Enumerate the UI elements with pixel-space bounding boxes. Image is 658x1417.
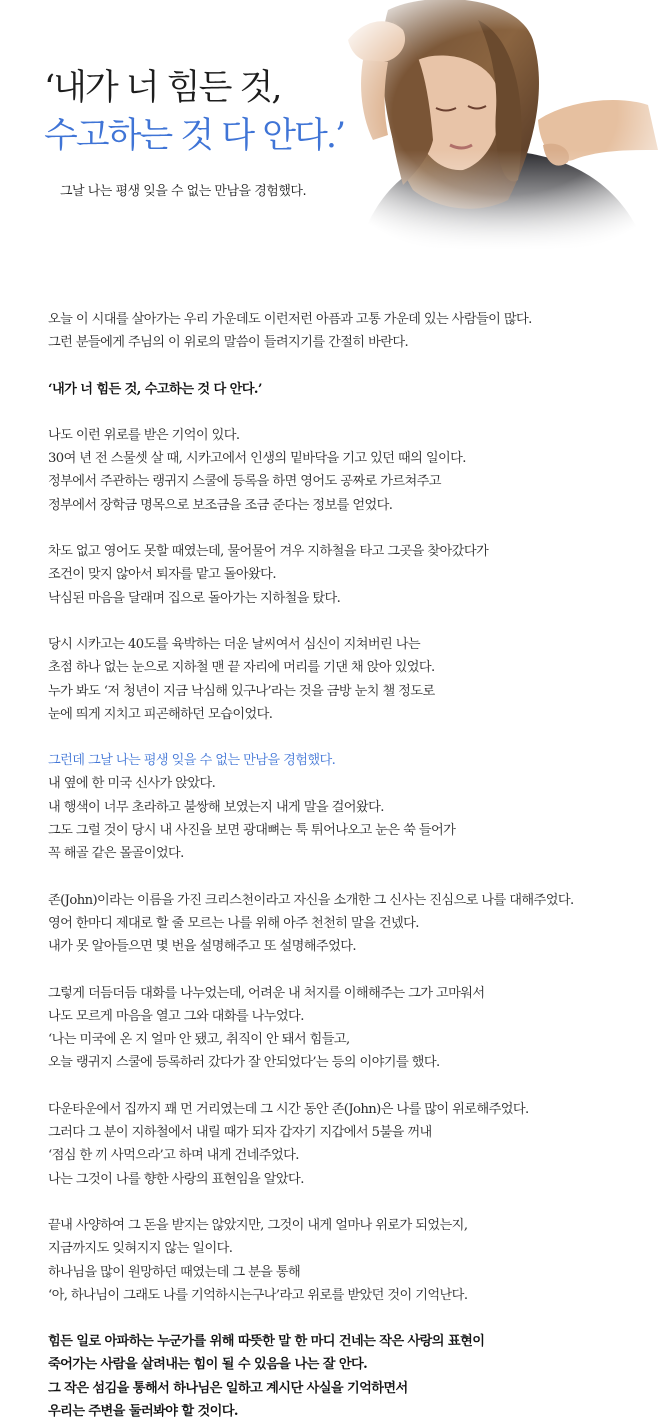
paragraph-line: 초점 하나 없는 눈으로 지하철 맨 끝 자리에 머리를 기댄 채 앉아 있었다. [48, 660, 435, 676]
paragraph-line: 정부에서 장학금 명목으로 보조금을 조금 준다는 정보를 얻었다. [48, 497, 393, 513]
paragraph [48, 540, 653, 610]
paragraph [48, 749, 653, 865]
paragraph-line: 오늘 이 시대를 살아가는 우리 가운데도 이런저런 아픔과 고통 가운데 있는 사람들이 많다. [48, 312, 532, 327]
paragraph-line: 그 작은 섬김을 통해서 하나님은 일하고 계시단 사실을 기억하면서 [48, 1380, 408, 1396]
paragraph-line: 우리는 주변을 둘러봐야 할 것이다. [48, 1403, 238, 1417]
paragraph-line: 꼭 해골 같은 몰골이었다. [48, 846, 184, 862]
paragraph-line: ‘나는 미국에 온 지 얼마 안 됐고, 취직이 안 돼서 힘들고, [48, 1032, 350, 1048]
paragraph-line: 다운타운에서 집까지 꽤 먼 거리였는데 그 시간 동안 존(John)은 나를 많이 위로해주었다. [48, 1101, 529, 1117]
paragraph-line: 나도 이런 위로를 받은 기억이 있다. [48, 427, 240, 443]
paragraph-line: 누가 봐도 ‘저 청년이 지금 낙심해 있구나’라는 것을 금방 눈치 챌 정도로 [48, 683, 435, 699]
paragraph-line: 눈에 띄게 지치고 피곤해하던 모습이었다. [48, 706, 273, 722]
hero-title-line-1: ‘내가 너 힘든 것, [44, 68, 281, 108]
paragraph-line: 그러다 그 분이 지하철에서 내릴 때가 되자 갑자기 지갑에서 5불을 꺼내 [48, 1125, 432, 1141]
paragraph-line: 내 행색이 너무 초라하고 불쌍해 보였는지 내게 말을 걸어왔다. [48, 799, 384, 815]
paragraph-line: 차도 없고 영어도 못할 때였는데, 물어물어 겨우 지하철을 타고 그곳을 찾아갔다가 [48, 544, 489, 560]
woman-photo-illustration [318, 0, 658, 250]
paragraph-line: 그런데 그날 나는 평생 잊을 수 없는 만남을 경험했다. [48, 753, 336, 769]
paragraph-line: 조건이 맞지 않아서 퇴자를 맡고 돌아왔다. [48, 567, 276, 583]
paragraph-line: 죽어가는 사람을 살려내는 힘이 될 수 있음을 나는 잘 안다. [48, 1357, 368, 1373]
hero-banner [0, 0, 658, 300]
hero-subtitle: 그날 나는 평생 잊을 수 없는 만남을 경험했다. [60, 184, 307, 199]
paragraph-line: 끝내 사양하여 그 돈을 받지는 않았지만, 그것이 내게 얼마나 위로가 되었는지, [48, 1217, 468, 1233]
paragraph [48, 1098, 653, 1191]
paragraph-line: 그도 그럴 것이 당시 내 사진을 보면 광대뼈는 툭 튀어나오고 눈은 쑥 들어가 [48, 823, 456, 839]
paragraph [48, 889, 653, 959]
paragraph-line: 그런 분들에게 주님의 이 위로의 말씀이 들려지기를 간절히 바란다. [48, 335, 409, 351]
paragraph-line: 내 옆에 한 미국 신사가 앉았다. [48, 776, 216, 792]
paragraph-line: 영어 한마디 제대로 할 줄 모르는 나를 위해 아주 천천히 말을 건넸다. [48, 915, 419, 931]
paragraph-line: 30여 년 전 스물셋 살 때, 시카고에서 인생의 밑바닥을 기고 있던 때의 일이다. [48, 451, 466, 467]
paragraph-line: 당시 시카고는 40도를 육박하는 더운 날씨여서 심신이 지쳐버린 나는 [48, 636, 421, 652]
paragraph-line: 나는 그것이 나를 향한 사랑의 표현임을 알았다. [48, 1171, 304, 1187]
paragraph-line: 나도 모르게 마음을 열고 그와 대화를 나누었다. [48, 1008, 304, 1024]
paragraph [48, 424, 653, 517]
paragraph [48, 1214, 653, 1307]
paragraph-line: 낙심된 마음을 달래며 집으로 돌아가는 지하철을 탔다. [48, 590, 341, 606]
paragraph-line: 힘든 일로 아파하는 누군가를 위해 따뜻한 말 한 마디 건네는 작은 사랑의 표현이 [48, 1334, 485, 1350]
paragraph [48, 378, 653, 401]
paragraph [48, 1330, 653, 1417]
paragraph-line: 내가 못 알아들으면 몇 번을 설명해주고 또 설명해주었다. [48, 939, 356, 955]
paragraph-line: ‘점심 한 끼 사먹으라’고 하며 내게 건네주었다. [48, 1148, 299, 1164]
paragraph-line: 존(John)이라는 이름을 가진 크리스천이라고 자신을 소개한 그 신사는 진심으로 나를 대해주었다. [48, 892, 574, 908]
paragraph [48, 633, 653, 726]
paragraph-line: 하나님을 많이 원망하던 때였는데 그 분을 통해 [48, 1264, 301, 1280]
paragraph-line: ‘내가 너 힘든 것, 수고하는 것 다 안다.’ [48, 381, 262, 397]
paragraph-line: 그렇게 더듬더듬 대화를 나누었는데, 어려운 내 처지를 이해해주는 그가 고마워서 [48, 985, 485, 1001]
paragraph-line: ‘아, 하나님이 그래도 나를 기억하시는구나’라고 위로를 받았던 것이 기억난다. [48, 1287, 468, 1303]
paragraph [48, 308, 653, 355]
paragraph-line: 정부에서 주관하는 랭귀지 스쿨에 등록을 하면 영어도 공짜로 가르쳐주고 [48, 474, 441, 490]
paragraph-line: 오늘 랭귀지 스쿨에 등록하러 갔다가 잘 안되었다’는 등의 이야기를 했다. [48, 1055, 440, 1071]
paragraph-line: 지금까지도 잊혀지지 않는 일이다. [48, 1241, 233, 1257]
paragraph [48, 982, 653, 1075]
article-body [48, 308, 653, 1417]
hero-title-line-2: 수고하는 것 다 안다.’ [44, 116, 345, 156]
